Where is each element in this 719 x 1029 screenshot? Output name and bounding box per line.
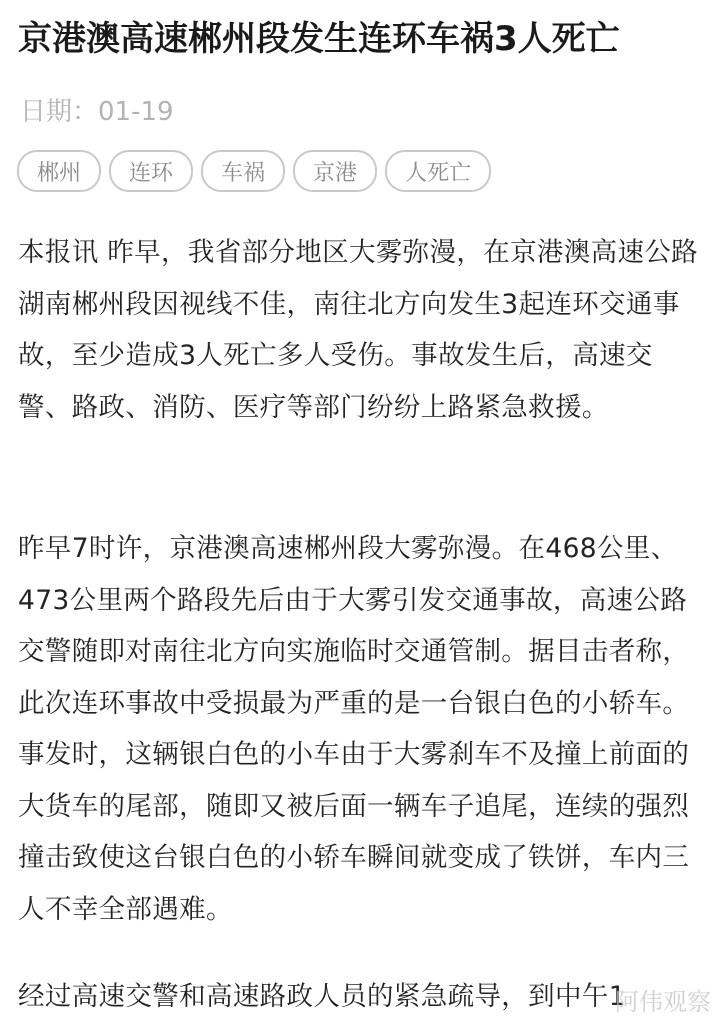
article-title: 京港澳高速郴州段发生连环车祸3人死亡	[18, 19, 620, 59]
tag-chehuo[interactable]: 车祸	[201, 150, 285, 192]
article-date: 日期：01-19	[20, 97, 174, 127]
watermark: 阿伟观察	[615, 988, 711, 1016]
tag-rensiwang[interactable]: 人死亡	[385, 150, 491, 192]
article-paragraph: 经过高速交警和高速路政人员的紧急疏导，到中午1	[18, 981, 626, 1012]
article-paragraph: 昨早7时许，京港澳高速郴州段大雾弥漫。在468公里、473公里两个路段先后由于大雾引发交通事故，高速公路交警随即对南往北方向实施临时交通管制。据目击者称，此次连环事故中受损最为严重的是一台银白色的小轿车。事发时，这辆银白色的小车由于大雾刹车不及撞上前面的大货车的尾部，随即又被后面一辆车子追尾，连续的强烈撞击致使这台银白色的小轿车瞬间就变成了铁饼，车内三人不幸全部遇难。	[18, 533, 690, 925]
tag-lianhuan[interactable]: 连环	[109, 150, 193, 192]
tag-chenzhou[interactable]: 郴州	[17, 150, 101, 192]
tag-list	[17, 150, 491, 192]
tag-jinggang[interactable]: 京港	[293, 150, 377, 192]
article-paragraph: 本报讯 昨早，我省部分地区大雾弥漫，在京港澳高速公路湖南郴州段因视线不佳，南往北方向发生3起连环交通事故，至少造成3人死亡多人受伤。事故发生后，高速交警、路政、消防、医疗等部门纷纷上路紧急救援。	[18, 237, 699, 423]
